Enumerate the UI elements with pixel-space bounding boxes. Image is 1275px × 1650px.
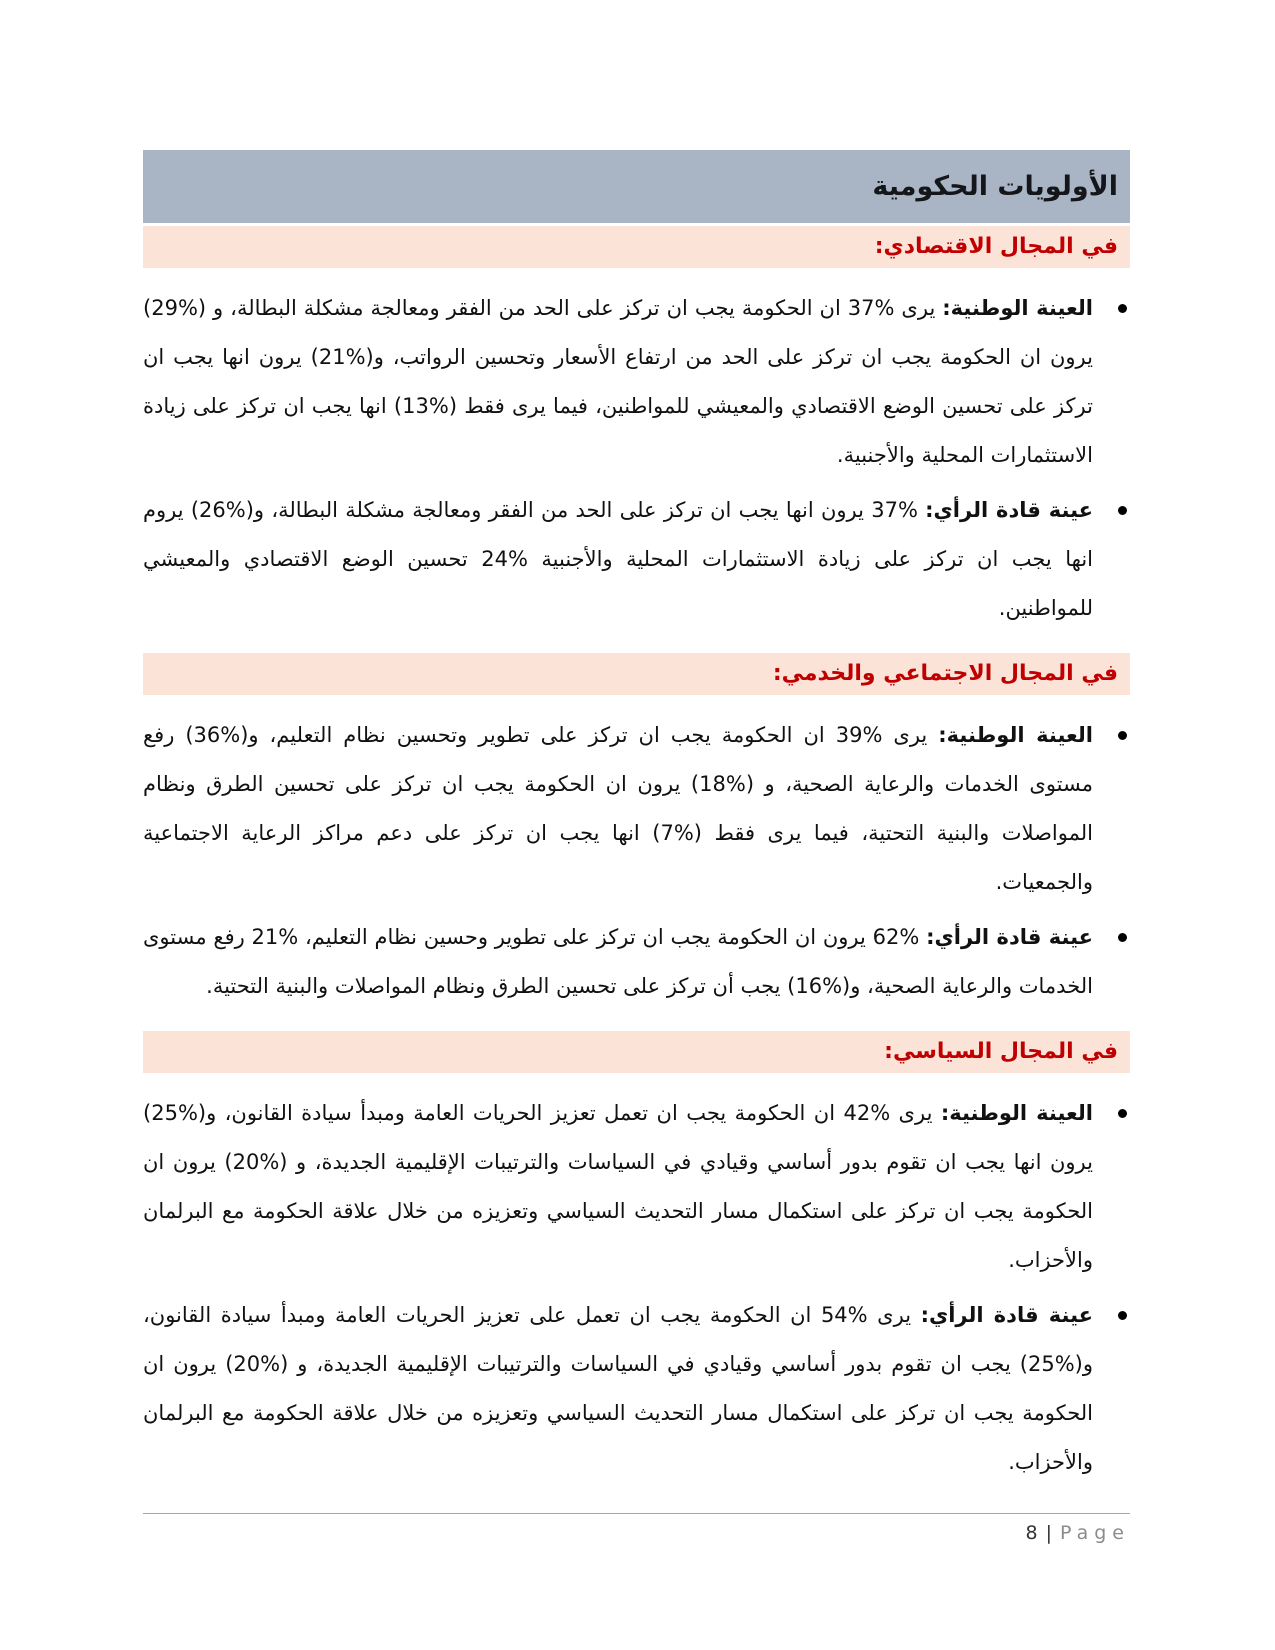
section-heading-economic xyxy=(143,226,1130,268)
bullet-lead: العينة الوطنية: xyxy=(938,723,1093,747)
bullet-dot-icon xyxy=(1118,1311,1127,1320)
bullet-text: %37 يرون انها يجب ان تركز على الحد من الفقر ومعالجة مشكلة البطالة، و(%26) يروم انها يجب ان تركز على زيادة الاستثمارات المحلية والأجنبية %24 تحسين الوضع الاقتصادي والمعيشي للمواطنين. xyxy=(143,498,1093,620)
bullet-list-social xyxy=(143,695,1130,1031)
bullet-text: يرى %54 ان الحكومة يجب ان تعمل على تعزيز الحريات العامة ومبدأ سيادة القانون، و(%25) يجب ان تقوم بدور أساسي وقيادي في السياسات والترتيبات الإقليمية الجديدة، و (%20) يرون ان الحكومة يجب ان تركز على استكمال مسار التحديث السياسي وتعزيزه من خلال علاقة الحكومة مع البرلمان والأحزاب. xyxy=(143,1303,1093,1474)
bullet-text: يرى %42 ان الحكومة يجب ان تعمل تعزيز الحريات العامة ومبدأ سيادة القانون، و(%25) يرون انها يجب ان تقوم بدور أساسي وقيادي في السياسات والترتيبات الإقليمية الجديدة، و (%20) يرون ان الحكومة يجب ان تركز على استكمال مسار التحديث السياسي وتعزيزه من خلال علاقة الحكومة مع البرلمان والأحزاب. xyxy=(143,1101,1093,1272)
bullet-item xyxy=(143,486,1130,633)
bullet-list-political xyxy=(143,1073,1130,1507)
bullet-text: %62 يرون ان الحكومة يجب ان تركز على تطوير وحسين نظام التعليم، %21 رفع مستوى الخدمات والرعاية الصحية، و(%16) يجب أن تركز على تحسين الطرق ونظام المواصلات والبنية التحتية. xyxy=(143,925,1093,998)
bullet-text: يرى %37 ان الحكومة يجب ان تركز على الحد من الفقر ومعالجة مشكلة البطالة، و (%29) يرون ان الحكومة يجب ان تركز على الحد من ارتفاع الأسعار وتحسين الرواتب، و(%21) يرون انها يجب ان تركز على تحسين الوضع الاقتصادي والمعيشي للمواطنين، فيما يرى فقط (%13) انها يجب ان تركز على زيادة الاستثمارات المحلية والأجنبية. xyxy=(143,296,1093,467)
bullet-lead: عينة قادة الرأي: xyxy=(925,498,1093,522)
bullet-text: يرى %39 ان الحكومة يجب ان تركز على تطوير وتحسين نظام التعليم، و(%36) رفع مستوى الخدمات والرعاية الصحية، و (%18) يرون ان الحكومة يجب ان تركز على تحسين الطرق ونظام المواصلات والبنية التحتية، فيما يرى فقط (%7) انها يجب ان تركز على دعم مراكز الرعاية الاجتماعية والجمعيات. xyxy=(143,723,1093,894)
bullet-item xyxy=(143,1089,1130,1285)
section-heading-text: في المجال الاقتصادي: xyxy=(874,234,1118,259)
footer-label: Page xyxy=(1060,1522,1130,1544)
title-bar xyxy=(143,150,1130,223)
bullet-item xyxy=(143,284,1130,480)
section-heading-text: في المجال الاجتماعي والخدمي: xyxy=(772,661,1118,686)
section-heading-political xyxy=(143,1031,1130,1073)
page-footer xyxy=(143,1513,1130,1544)
footer-divider: | xyxy=(1045,1522,1052,1544)
page-title: الأولويات الحكومية xyxy=(872,171,1118,202)
page-number: 8 xyxy=(1025,1522,1038,1544)
bullet-dot-icon xyxy=(1118,506,1127,515)
bullet-lead: العينة الوطنية: xyxy=(942,296,1093,320)
bullet-lead: العينة الوطنية: xyxy=(940,1101,1093,1125)
bullet-item xyxy=(143,711,1130,907)
bullet-dot-icon xyxy=(1118,304,1127,313)
bullet-dot-icon xyxy=(1118,1109,1127,1118)
bullet-dot-icon xyxy=(1118,933,1127,942)
bullet-item xyxy=(143,1291,1130,1487)
bullet-lead: عينة قادة الرأي: xyxy=(920,1303,1093,1327)
document-content xyxy=(143,150,1130,1507)
bullet-lead: عينة قادة الرأي: xyxy=(926,925,1094,949)
section-heading-text: في المجال السياسي: xyxy=(884,1039,1118,1064)
section-heading-social xyxy=(143,653,1130,695)
bullet-item xyxy=(143,913,1130,1011)
bullet-list-economic xyxy=(143,268,1130,653)
bullet-dot-icon xyxy=(1118,731,1127,740)
